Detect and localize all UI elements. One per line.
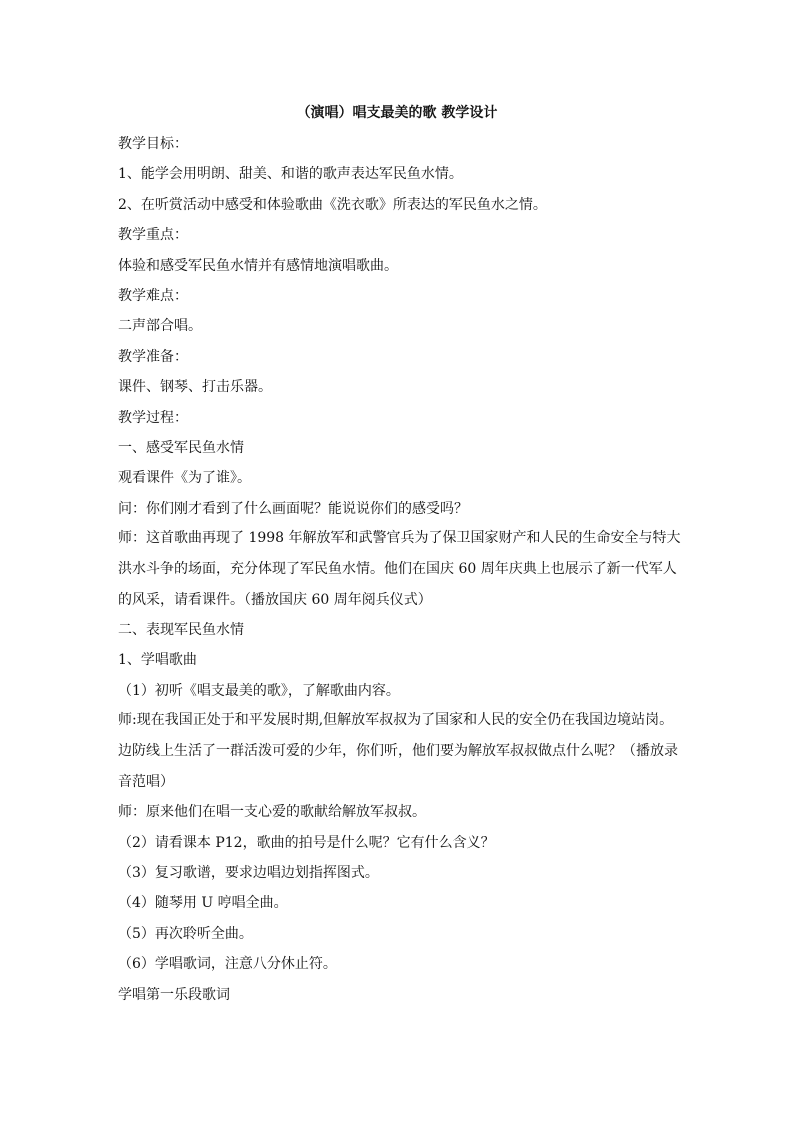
paragraph: 师：这首歌曲再现了 1998 年解放军和武警官兵为了保卫国家财产和人民的生命安全与特大洪水斗争的场面，充分体现了军民鱼水情。他们在国庆 60 周年庆典上也展示了新一代军人的风采，请看课件。（播放国庆 60 周年阅兵仪式）	[118, 530, 681, 609]
paragraph: 教学难点：	[118, 287, 188, 304]
paragraph: 观看课件《为了谁》。	[118, 470, 251, 487]
paragraph: 一、感受军民鱼水情	[118, 439, 244, 456]
document-title: （演唱）唱支最美的歌 教学设计	[296, 105, 498, 121]
paragraph: 教学重点：	[118, 227, 188, 244]
document-body	[118, 134, 684, 1015]
paragraph: （1）初听《唱支最美的歌》，了解歌曲内容。	[118, 682, 400, 699]
paragraph: 体验和感受军民鱼水情并有感情地演唱歌曲。	[118, 257, 398, 274]
paragraph: 问：你们刚才看到了什么画面呢？能说说你们的感受吗？	[118, 500, 468, 517]
paragraph: 学唱第一乐段歌词	[118, 986, 230, 1003]
paragraph: 1、学唱歌曲	[118, 652, 197, 669]
paragraph: 教学过程：	[118, 409, 188, 426]
paragraph: （2）请看课本 P12，歌曲的拍号是什么呢？它有什么含义？	[118, 834, 495, 851]
paragraph: 师:现在我国正处于和平发展时期,但解放军叔叔为了国家和人民的安全仍在我国边境站岗。边防线上生活了一群活泼可爱的少年，你们听，他们要为解放军叔叔做点什么呢？（播放录音范唱）	[118, 712, 678, 791]
paragraph: （5）再次聆听全曲。	[118, 925, 253, 942]
paragraph: 二、表现军民鱼水情	[118, 622, 244, 639]
paragraph: 教学目标：	[118, 136, 188, 152]
paragraph: 2、在听赏活动中感受和体验歌曲《洗衣歌》所表达的军民鱼水之情。	[118, 196, 547, 213]
paragraph: 1、能学会用明朗、甜美、和谐的歌声表达军民鱼水情。	[118, 166, 463, 183]
paragraph: 课件、钢琴、打击乐器。	[118, 379, 272, 396]
paragraph: （3）复习歌谱，要求边唱边划指挥图式。	[118, 865, 379, 882]
paragraph: 教学准备：	[118, 348, 188, 365]
paragraph: （6）学唱歌词，注意八分休止符。	[118, 956, 337, 973]
paragraph: 二声部合唱。	[118, 318, 202, 335]
paragraph: （4）随琴用 U 哼唱全曲。	[118, 895, 288, 912]
paragraph: 师：原来他们在唱一支心爱的歌献给解放军叔叔。	[118, 804, 426, 821]
